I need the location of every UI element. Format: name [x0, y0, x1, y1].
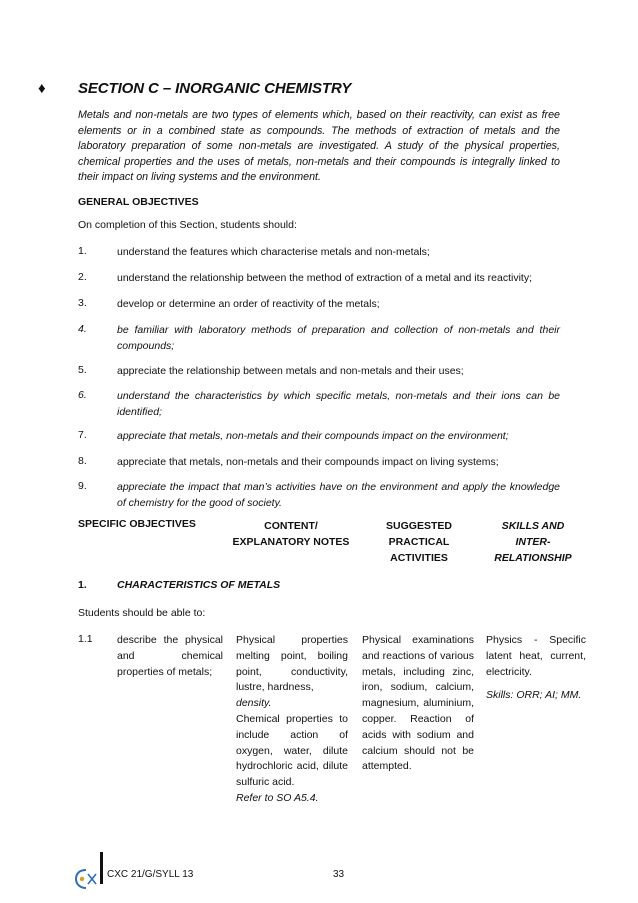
objective-number: 9. [78, 480, 87, 492]
students-lead: Students should be able to: [78, 607, 206, 619]
objective-number: 3. [78, 297, 87, 309]
general-objectives-heading: GENERAL OBJECTIVES [78, 196, 199, 208]
objective-number: 1. [78, 245, 87, 257]
topic-title: CHARACTERISTICS OF METALS [117, 579, 281, 591]
objective-text: understand the relationship between the method of extraction of a metal and its reactivity; [117, 272, 532, 284]
topic-number: 1. [78, 579, 87, 591]
skills-physics: Physics - Specific latent heat, current, electricity. [486, 634, 586, 678]
skills-cell [486, 633, 586, 704]
objective-text: appreciate that metals, non-metals and their compounds impact on living systems; [117, 456, 499, 468]
objective-row-number: 1.1 [78, 633, 93, 645]
objective-number: 2. [78, 271, 87, 283]
objective-number: 4. [78, 323, 87, 335]
objective-number: 5. [78, 364, 87, 376]
content-notes-heading: CONTENT/ EXPLANATORY NOTES [232, 520, 350, 548]
content-density: density. [236, 697, 272, 710]
objective-text: appreciate the relationship between metals and non-metals and their uses; [117, 365, 464, 377]
practical-activities-heading: SUGGESTED PRACTICAL ACTIVITIES [386, 520, 452, 564]
content-chemical: Chemical properties to include action of oxygen, water, dilute hydrochloric acid, dilute sulfuric acid. [236, 712, 348, 789]
page-number: 33 [333, 869, 345, 880]
objective-number: 8. [78, 455, 87, 467]
content-physical: Physical properties melting point, boiling point, conductivity, lustre, hardness, [236, 634, 348, 694]
section-intro: Metals and non-metals are two types of elements which, based on their reactivity, can exist as free elements or in a combined state as compounds. The methods of extraction of metals and the laboratory preparation of some non-metals are investigated. A study of the physical properties, chemical properties and the uses of metals, non-metals and their compounds is integrally linked to their impact on living systems and the environment. [78, 109, 560, 184]
activities-cell: Physical examinations and reactions of various metals, including zinc, iron, sodium, calcium, magnesium, aluminium, copper. Reaction of acids with sodium and calcium should not be attempted. [362, 634, 474, 773]
content-reference: Refer to SO A5.4. [236, 791, 319, 804]
skills-list: Skills: ORR; AI; MM. [486, 689, 582, 702]
objective-number: 6. [78, 389, 87, 401]
objective-text: appreciate the impact that man’s activities have on the environment and apply the knowledge of chemistry for the good of society. [117, 481, 560, 509]
content-notes-cell [236, 633, 348, 807]
objective-text: be familiar with laboratory methods of preparation and collection of non-metals and their compounds; [117, 324, 560, 352]
objective-text: understand the features which characterise metals and non-metals; [117, 246, 430, 258]
section-title: SECTION C – INORGANIC CHEMISTRY [78, 80, 352, 97]
general-objectives-lead: On completion of this Section, students should: [78, 219, 297, 231]
footer-divider [100, 852, 103, 884]
objective-number: 7. [78, 429, 87, 441]
footer-syllabus-code: CXC 21/G/SYLL 13 [107, 869, 194, 880]
cxc-logo-icon [74, 868, 98, 890]
skills-heading: SKILLS AND INTER-RELATIONSHIP [494, 520, 572, 564]
specific-objectives-heading: SPECIFIC OBJECTIVES [78, 518, 196, 530]
section-bullet: ♦ [38, 80, 46, 97]
objective-text: develop or determine an order of reactivity of the metals; [117, 298, 380, 310]
objective-text: appreciate that metals, non-metals and their compounds impact on the environment; [117, 430, 509, 442]
objective-row-text: describe the physical and chemical properties of metals; [117, 634, 223, 678]
objective-text: understand the characteristics by which specific metals, non-metals and their ions can be identified; [117, 390, 560, 418]
